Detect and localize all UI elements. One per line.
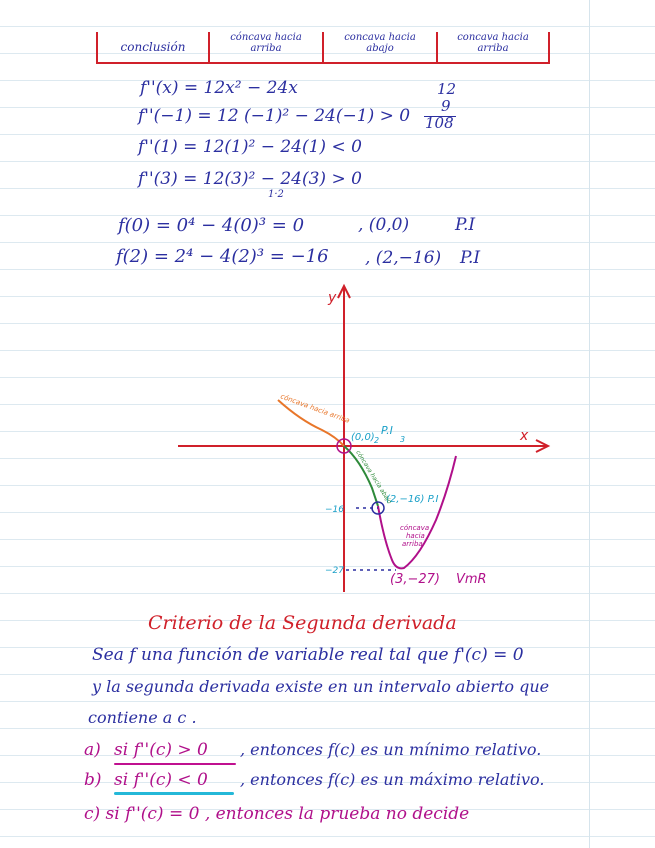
f0-label: P.I [455,215,476,235]
criterion-line1: Sea f una función de variable real tal que f'(c) = 0 [92,645,524,665]
table-cell-line: cóncava hacia [230,32,302,43]
table-cell-line: concava hacia [457,32,529,43]
f2-pair: , (2,−16) [365,248,442,268]
origin-pi-label: P.I [381,424,393,437]
criterion-line3: contiene a c . [88,708,197,727]
tick-neg16: −16 [325,505,344,515]
origin-pi-sub: 2 [374,436,380,445]
left-curve-annotation: cóncava hacia arriba [279,392,351,425]
f0-pair: , (0,0) [358,215,410,235]
mid-curve-annotation: cóncava hacia abajo [354,449,393,506]
criterion-a-condition: si f''(c) > 0 [114,740,208,760]
eval-1: f''(1) = 12(1)² − 24(1) < 0 [138,137,362,157]
f2-label: P.I [460,248,481,268]
tick-neg27: −27 [325,566,344,576]
vertex-coords: (3,−27) [390,572,440,587]
criterion-line2: y la segunda derivada existe en un intervalo abierto que [92,677,550,696]
right-curve-annotation-1: cóncava [400,524,430,532]
side-calc-result: 108 [425,114,454,132]
right-curve-annotation-2: hacia [406,532,425,540]
criterion-b-underline [114,792,234,795]
f2-eval: f(2) = 2⁴ − 4(2)³ = −16 [116,246,329,267]
table-cell-line: arriba [250,43,282,54]
x-axis-label: x [520,428,529,444]
eval-3: f''(3) = 12(3)² − 24(3) > 0 [138,169,362,189]
criterion-title: Criterio de la Segunda derivada [148,612,457,634]
side-calc-line2: 9 [441,97,451,115]
f0-eval: f(0) = 0⁴ − 4(0)³ = 0 [118,215,305,236]
criterion-b-text: , entonces f(c) es un máximo relativo. [240,770,545,789]
origin-label: (0,0) [351,432,375,443]
right-curve-annotation-3: arriba [402,540,423,548]
table-cell-line: abajo [366,43,394,54]
criterion-a-text: , entonces f(c) es un mínimo relativo. [240,740,542,759]
curve-right-concave-up [378,456,456,568]
eval-3-note: 1·2 [268,189,284,200]
table-cell-line: arriba [477,43,509,54]
inflection-2-label: (2,−16) P.I [386,494,439,505]
side-calc-line1: 12 [437,80,457,98]
origin-pi-sub2: 3 [400,435,406,444]
table-cell-line: concava hacia [344,32,416,43]
criterion-a-underline [114,763,236,765]
criterion-b-marker: b) [84,770,102,790]
second-derivative-formula: f''(x) = 12x² − 24x [140,78,298,98]
table-label: conclusión [120,40,186,54]
vertex-label: VmR [456,572,487,587]
y-axis-label: y [328,290,337,306]
criterion-c-partial: c) si f''(c) = 0 , entonces la prueba no decide [84,804,470,824]
eval-neg1: f''(−1) = 12 (−1)² − 24(−1) > 0 [138,106,411,126]
criterion-a-marker: a) [84,740,101,760]
criterion-b-condition: si f''(c) < 0 [114,770,208,790]
